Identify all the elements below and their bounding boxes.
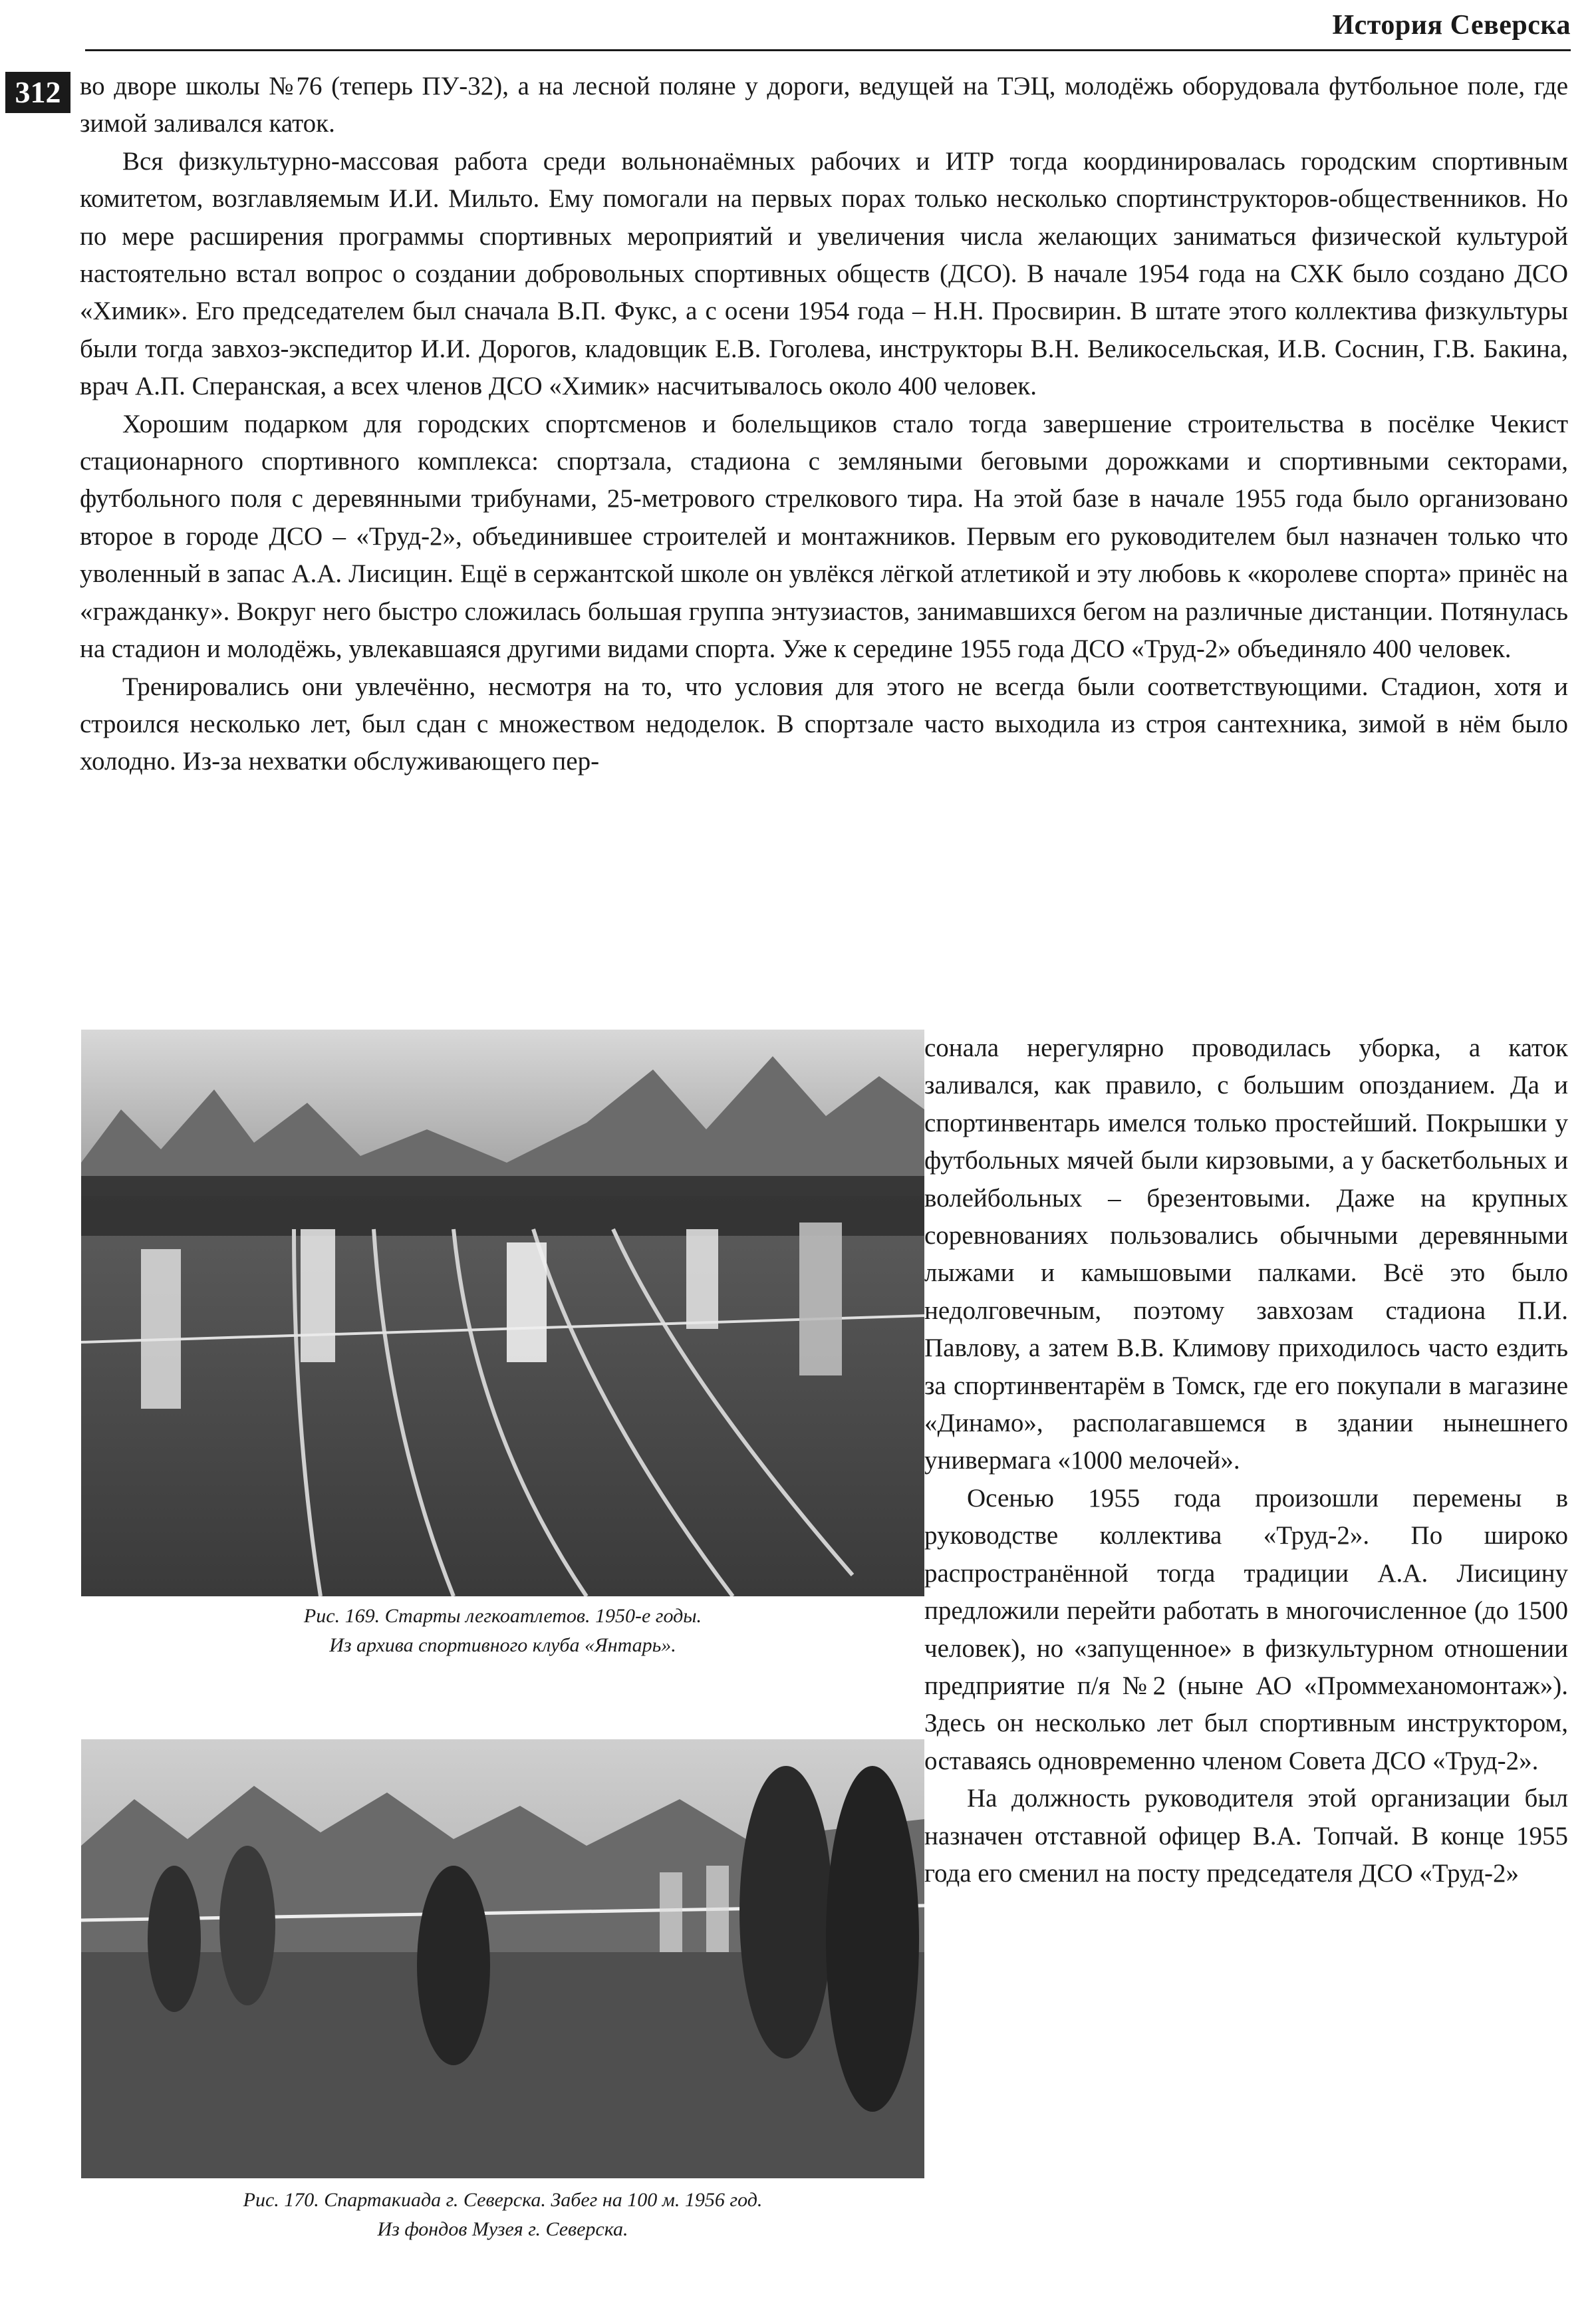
paragraph-3: Хорошим подарком для городских спортсменов и болельщиков стало тогда завершение строительства в посёлке Чекист стационарного спортивного комплекса: спортзала, стадиона с земляными беговыми дорожками и спортивными секторами, футбольного поля с деревянными трибунами, 25-метрового стрелкового тира. На этой базе в начале 1955 года было организовано второе в городе ДСО – «Труд-2», объединившее строителей и монтажников. Первым его руководителем был назначен только что уволенный в запас А.А. Лисицин. Ещё в сержантской школе он увлёкся лёгкой атлетикой и эту любовь к «королеве спорта» принёс на «гражданку». Вокруг него быстро сложилась большая группа энтузиастов, занимавшихся бегом на различные дистанции. Потянулась на стадион и молодёжь, увлекавшаяся другими видами спорта. Уже к середине 1955 года ДСО «Труд-2» объединяло 400 человек. <box>80 409 1568 664</box>
photo-track-start-image <box>81 1030 924 1596</box>
figure-170-caption <box>81 2186 924 2244</box>
paragraph-4: Тренировались они увлечённо, несмотря на то, что условия для этого не всегда были соответствующими. Стадион, хотя и строился несколько лет, был сдан с множеством недоделок. В спортзале часто выходила из строя сантехника, зимой в нём было холодно. Из-за нехватки обслуживающего пер- <box>80 672 1568 776</box>
figure-169-caption <box>81 1602 924 1660</box>
figure-169-caption-line-2: Из архива спортивного клуба «Янтарь». <box>329 1634 676 1656</box>
side-paragraph-2: Осенью 1955 года произошли перемены в руководстве коллектива «Труд-2». По широко распространённой тогда традиции А.А. Лисицину предложили перейти работать в многочисленное (до 1500 человек), но «запущенное» в физкультурном отношении предприятие п/я №2 (ныне АО «Проммеханомонтаж»). Здесь он несколько лет был спортивным инструктором, оставаясь одновременно членом Совета ДСО «Труд-2». <box>924 1483 1568 1775</box>
side-paragraph-3: На должность руководителя этой организации был назначен отставной офицер В.А. Топчай. В конце 1955 года его сменил на посту председателя ДСО «Труд-2» <box>924 1784 1568 1888</box>
paragraph-2: Вся физкультурно-массовая работа среди вольнонаёмных рабочих и ИТР тогда координировалась городским спортивным комитетом, возглавляемым И.И. Мильто. Ему помогали на первых порах только несколько спортинструкторов-общественников. Но по мере расширения программы спортивных мероприятий и увеличения числа желающих заниматься физической культурой настоятельно встал вопрос о создании добровольных спортивных обществ (ДСО). В начале 1954 года на СХК было создано ДСО «Химик». Его председателем был сначала В.П. Фукс, а с осени 1954 года – Н.Н. Просвирин. В штате этого коллектива физкультуры были тогда завхоз-экспедитор И.И. Дорогов, кладовщик Е.В. Гоголева, инструкторы В.Н. Великосельская, И.В. Соснин, Г.В. Бакина, врач А.П. Сперанская, а всех членов ДСО «Химик» насчитывалось около 400 человек. <box>80 146 1568 401</box>
photo-race-finish <box>81 1739 924 2178</box>
figure-170-caption-line-2: Из фондов Музея г. Северска. <box>377 2218 628 2240</box>
figure-170-caption-line-1: Рис. 170. Спартакиада г. Северска. Забег на 100 м. 1956 год. <box>243 2189 763 2211</box>
side-paragraph-1: сонала нерегулярно проводилась уборка, а каток заливался, как правило, с большим опозданием. Да и спортинвентарь имелся только простейший. Покрышки у футбольных мячей были кирзовыми, а у баскетбольных и волейбольных – брезентовыми. Даже на крупных соревнованиях пользовались обычными деревянными лыжами и камышовыми палками. Всё это было недолговечным, поэтому завхозам стадиона П.И. Павлову, а затем В.В. Климову приходилось часто ездить за спортинвентарём в Томск, где его покупали в магазине «Динамо», располагавшемся в здании нынешнего универмага «1000 мелочей». <box>924 1034 1568 1475</box>
photo-track-start <box>81 1030 924 1596</box>
header-rule <box>85 49 1571 51</box>
running-title: История Северска <box>1332 10 1571 41</box>
main-text <box>80 68 1568 781</box>
page-number: 312 <box>5 72 70 113</box>
photo-race-finish-image <box>81 1739 924 2178</box>
figure-169-caption-line-1: Рис. 169. Старты легкоатлетов. 1950-е годы. <box>303 1605 702 1627</box>
side-column-text <box>924 1030 1568 1892</box>
paragraph-1: во дворе школы №76 (теперь ПУ-32), а на лесной поляне у дороги, ведущей на ТЭЦ, молодёжь оборудовала футбольное поле, где зимой заливался каток. <box>80 72 1568 138</box>
